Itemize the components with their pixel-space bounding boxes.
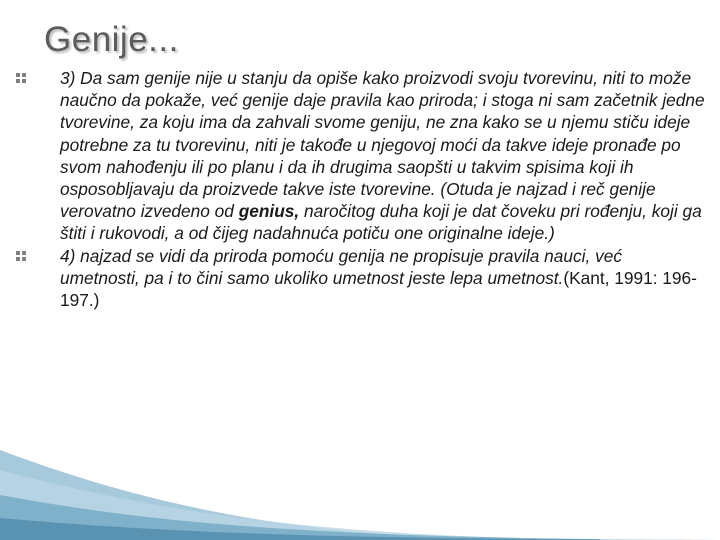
bullet-item <box>16 67 706 245</box>
bullet-text-bold: genius, <box>238 201 300 222</box>
bullet-text-part: naročitog duha koji je dat čoveku pri rođenju, koji ga štiti i rukovodi, a od čijeg nadahnuća potiču one originalne ideje.) <box>60 201 702 244</box>
bullet-text-part: 3) Da sam genije nije u stanju da opiše kako proizvodi svoju tvorevinu, niti to može naučno da pokaže, već genije daje pravila kao priroda; i stoga ni sam začetnik jedne tvorevine, za koju ima da zahvali svome geniju, ne zna kako se u njemu stiču ideje potrebne za tu tvorevinu, niti je takođe u njegovoj moći da takve ideje pronađe po svom nahođenju ili po planu i da ih drugima saopšti u takvim spisima koji ih osposobljavaju da proizvede takve iste tvorevine. (Otuda je najzad i reč genije verovatno izvedeno od <box>60 68 705 222</box>
wave-decoration <box>0 450 720 540</box>
slide-body <box>16 67 706 311</box>
bullet-text <box>60 245 706 312</box>
bullet-icon <box>16 251 26 261</box>
slide-title: Genije... <box>44 20 179 59</box>
bullet-text <box>60 67 706 245</box>
bullet-item <box>16 245 706 312</box>
bullet-text-part: 4) najzad se vidi da priroda pomoću genija ne propisuje pravila nauci, već umetnosti, pa i to čini samo ukoliko umetnost jeste lepa umetnost. <box>60 245 622 288</box>
citation: (Kant, 1991: 196-197.) <box>60 267 697 311</box>
bullet-icon <box>16 73 26 83</box>
